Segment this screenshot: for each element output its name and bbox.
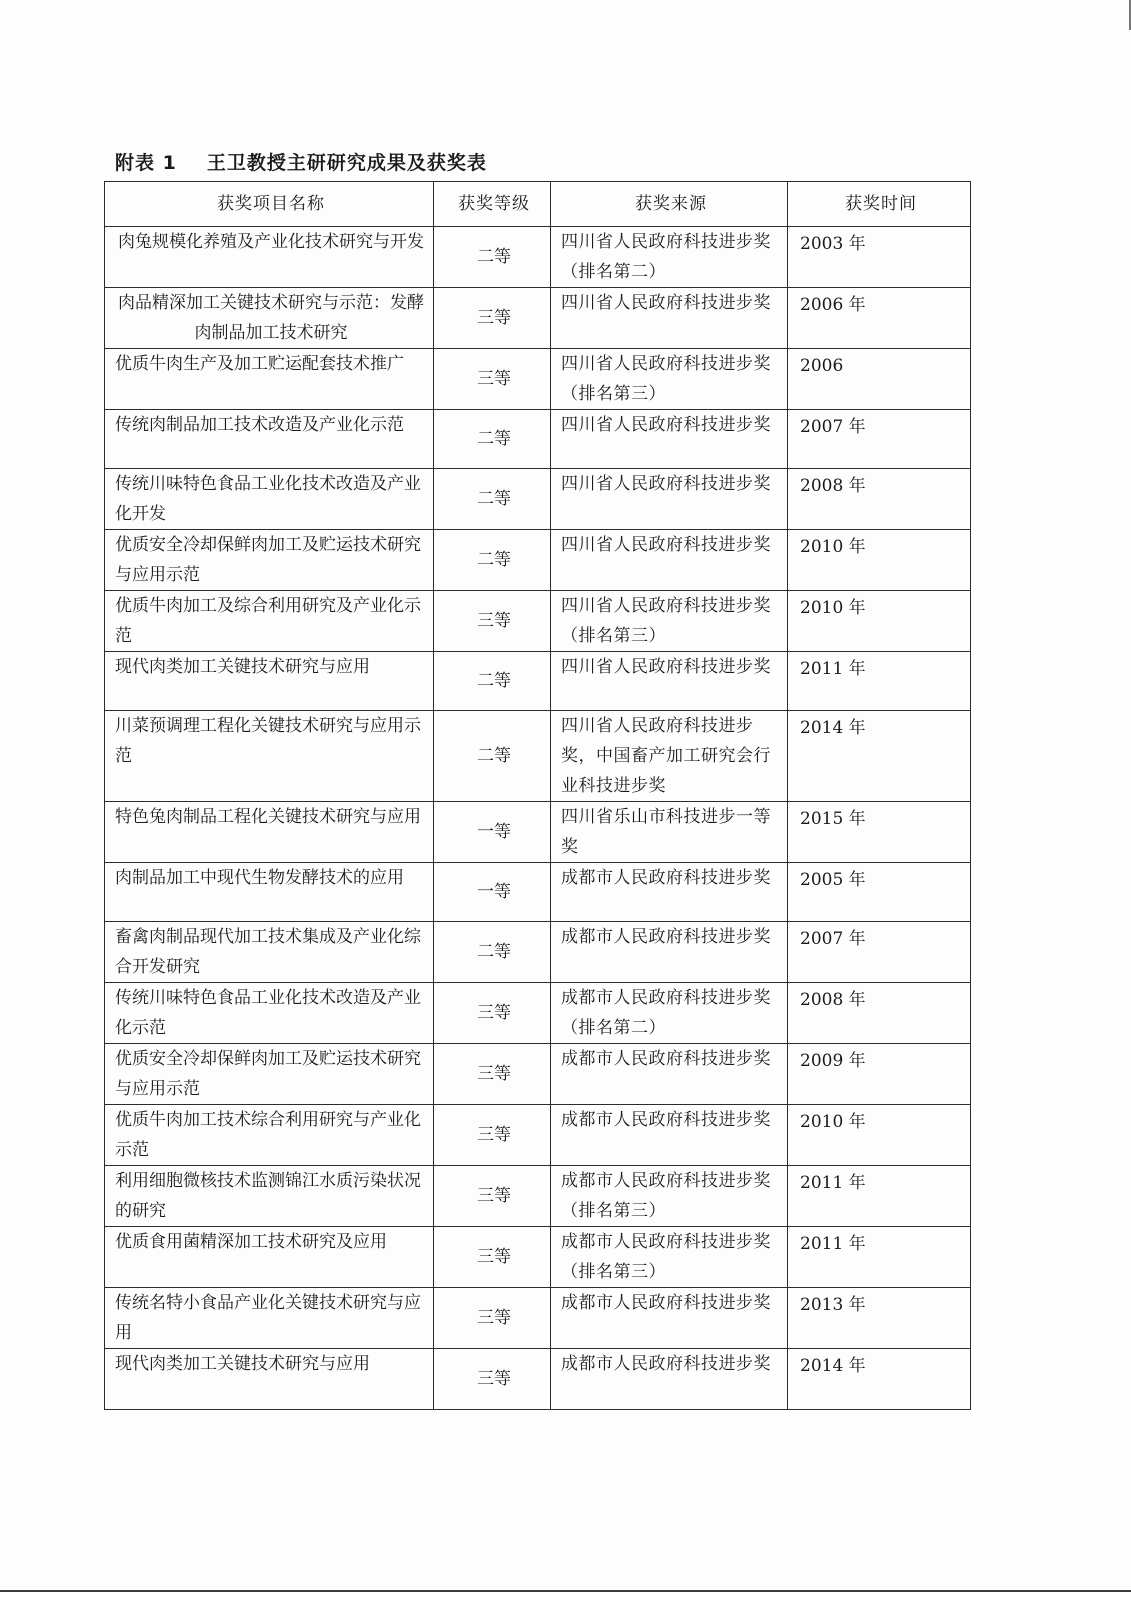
award-source-cell: 四川省人民政府科技进步奖 [551,652,788,711]
project-name-cell: 肉兔规模化养殖及产业化技术研究与开发 [105,227,434,288]
award-date-cell: 2006 年 [788,288,971,349]
header-award-source: 获奖来源 [551,182,788,227]
award-date-cell: 2008 年 [788,469,971,530]
award-source-cell: 四川省人民政府科技进步奖 [551,288,788,349]
award-source-cell: 成都市人民政府科技进步奖 [551,922,788,983]
award-level-cell: 三等 [434,1349,551,1410]
appendix-label: 附表 1 [115,152,177,174]
award-level-cell: 二等 [434,530,551,591]
table-row [105,1288,971,1349]
award-date-cell: 2011 年 [788,1227,971,1288]
award-source-cell: 成都市人民政府科技进步奖（排名第三） [551,1227,788,1288]
award-level-cell: 二等 [434,711,551,802]
award-level-cell: 二等 [434,922,551,983]
award-date-cell: 2011 年 [788,1166,971,1227]
project-name-cell: 现代肉类加工关键技术研究与应用 [105,1349,434,1410]
award-level-cell: 三等 [434,1288,551,1349]
award-source-cell: 成都市人民政府科技进步奖（排名第三） [551,1166,788,1227]
award-level-cell: 三等 [434,1105,551,1166]
table-row [105,530,971,591]
table-title: 王卫教授主研研究成果及获奖表 [206,152,487,174]
award-source-cell: 四川省人民政府科技进步奖（排名第三） [551,591,788,652]
award-source-cell: 四川省人民政府科技进步奖 [551,469,788,530]
award-source-cell: 成都市人民政府科技进步奖 [551,1349,788,1410]
award-source-cell: 成都市人民政府科技进步奖（排名第二） [551,983,788,1044]
award-date-cell: 2009 年 [788,1044,971,1105]
project-name-cell: 优质安全冷却保鲜肉加工及贮运技术研究与应用示范 [105,530,434,591]
award-date-cell: 2008 年 [788,983,971,1044]
table-row [105,349,971,410]
project-name-cell: 传统川味特色食品工业化技术改造及产业化示范 [105,983,434,1044]
award-level-cell: 二等 [434,410,551,469]
header-row [105,182,971,227]
table-row [105,1105,971,1166]
project-name-cell: 特色兔肉制品工程化关键技术研究与应用 [105,802,434,863]
table-row [105,652,971,711]
table-body [105,227,971,1410]
award-source-cell: 四川省人民政府科技进步奖 [551,410,788,469]
award-date-cell: 2003 年 [788,227,971,288]
table-row [105,1166,971,1227]
table-row [105,410,971,469]
project-name-cell: 畜禽肉制品现代加工技术集成及产业化综合开发研究 [105,922,434,983]
header-award-level: 获奖等级 [434,182,551,227]
project-name-cell: 优质牛肉加工及综合利用研究及产业化示范 [105,591,434,652]
award-level-cell: 三等 [434,1044,551,1105]
scan-bottom-edge [0,1590,1131,1592]
award-date-cell: 2014 年 [788,711,971,802]
table-row [105,922,971,983]
award-date-cell: 2010 年 [788,591,971,652]
table-row [105,802,971,863]
header-award-date: 获奖时间 [788,182,971,227]
award-date-cell: 2015 年 [788,802,971,863]
award-date-cell: 2005 年 [788,863,971,922]
award-source-cell: 四川省人民政府科技进步奖 [551,530,788,591]
award-level-cell: 三等 [434,288,551,349]
award-level-cell: 二等 [434,652,551,711]
project-name-cell: 优质安全冷却保鲜肉加工及贮运技术研究与应用示范 [105,1044,434,1105]
awards-table [104,181,971,1410]
project-name-cell: 优质牛肉加工技术综合利用研究与产业化示范 [105,1105,434,1166]
award-source-cell: 成都市人民政府科技进步奖 [551,1044,788,1105]
award-level-cell: 二等 [434,469,551,530]
award-level-cell: 一等 [434,863,551,922]
award-date-cell: 2014 年 [788,1349,971,1410]
table-row [105,591,971,652]
award-source-cell: 成都市人民政府科技进步奖 [551,1288,788,1349]
table-row [105,288,971,349]
project-name-cell: 现代肉类加工关键技术研究与应用 [105,652,434,711]
award-date-cell: 2010 年 [788,530,971,591]
award-date-cell: 2007 年 [788,922,971,983]
table-row [105,1227,971,1288]
award-level-cell: 三等 [434,349,551,410]
project-name-cell: 优质牛肉生产及加工贮运配套技术推广 [105,349,434,410]
award-level-cell: 三等 [434,1166,551,1227]
award-level-cell: 二等 [434,227,551,288]
page-title [115,148,487,175]
award-date-cell: 2007 年 [788,410,971,469]
table-row [105,227,971,288]
project-name-cell: 利用细胞微核技术监测锦江水质污染状况的研究 [105,1166,434,1227]
header-project-name: 获奖项目名称 [105,182,434,227]
project-name-cell: 肉品精深加工关键技术研究与示范：发酵肉制品加工技术研究 [105,288,434,349]
project-name-cell: 肉制品加工中现代生物发酵技术的应用 [105,863,434,922]
table-row [105,863,971,922]
table-row [105,983,971,1044]
table-header [105,182,971,227]
award-source-cell: 成都市人民政府科技进步奖 [551,1105,788,1166]
award-source-cell: 成都市人民政府科技进步奖 [551,863,788,922]
award-date-cell: 2013 年 [788,1288,971,1349]
project-name-cell: 川菜预调理工程化关键技术研究与应用示范 [105,711,434,802]
table-row [105,711,971,802]
award-date-cell: 2011 年 [788,652,971,711]
project-name-cell: 传统肉制品加工技术改造及产业化示范 [105,410,434,469]
award-source-cell: 四川省人民政府科技进步奖（排名第三） [551,349,788,410]
award-date-cell: 2006 [788,349,971,410]
award-source-cell: 四川省乐山市科技进步一等奖 [551,802,788,863]
award-level-cell: 三等 [434,983,551,1044]
project-name-cell: 传统川味特色食品工业化技术改造及产业化开发 [105,469,434,530]
award-level-cell: 三等 [434,1227,551,1288]
project-name-cell: 优质食用菌精深加工技术研究及应用 [105,1227,434,1288]
table-row [105,1349,971,1410]
project-name-cell: 传统名特小食品产业化关键技术研究与应用 [105,1288,434,1349]
award-level-cell: 三等 [434,591,551,652]
table-row [105,1044,971,1105]
award-source-cell: 四川省人民政府科技进步奖（排名第二） [551,227,788,288]
award-level-cell: 一等 [434,802,551,863]
award-source-cell: 四川省人民政府科技进步奖，中国畜产加工研究会行业科技进步奖 [551,711,788,802]
award-date-cell: 2010 年 [788,1105,971,1166]
table-row [105,469,971,530]
